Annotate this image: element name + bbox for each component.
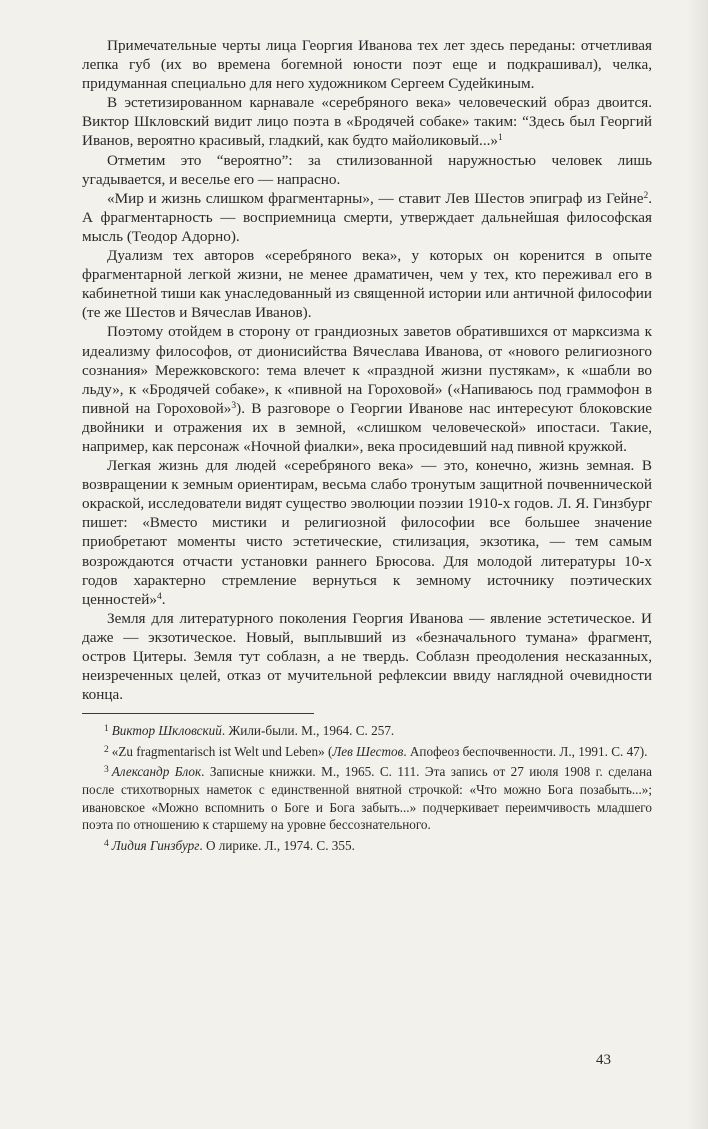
paragraph-8: Земля для литературного поколения Георгия Иванова — явление эстетическое. И даже — экзотическое. Новый, выплывший из «безначального тумана» фрагмент, остров Цитеры. Земля тут соблазн, а не твердь. Соблазн преодоления несказанных, неизреченных целей, отказ от мучительной рефлексии ввиду наглядной очевидности конца.	[82, 609, 652, 704]
paragraph-2: В эстетизированном карнавале «серебряного века» человеческий образ двоится. Виктор Шкловский видит лицо поэта в «Бродячей собаке» таким: “Здесь был Георгий Иванов, вероятно красивый, гладкий, как будто майоликовый...»$^1$	[82, 94, 652, 150]
paragraph-5: Дуализм тех авторов «серебряного века», у которых он коренится в опыте фрагментарной легкой жизни, не менее драматичен, чем у тех, кто переживал его в кабинетной тиши как унаследованный из священной истории или античной философии (те же Шестов и Вячеслав Иванов).	[82, 247, 652, 322]
footnote-divider	[82, 713, 314, 714]
paragraph-6: Поэтому отойдем в сторону от грандиозных заветов обратившихся от марксизма к идеализму философов, от дионисийства Вячеслава Иванова, от «нового религиозного сознания» Мережковского: тема влечет к «праздной жизни пустякам», к «шабли во льду», к «Бродячей собаке», к «пивной на Гороховой» («Напиваюсь под граммофон в пивной на Гороховой»$^3$). В разговоре о Георгии Иванове нас интересуют блоковские двойники и отражения их в земной, «слишком человеческой» ипостаси. Такие, например, как персонаж «Ночной фиалки», века просидевший над пивной кружкой.	[82, 323, 653, 455]
paragraph-3: Отметим это “вероятно”: за стилизованной наружностью человек лишь угадывается, и веселье его — напрасно.	[82, 151, 652, 188]
footnotes	[82, 721, 652, 854]
page-number: 43	[596, 1052, 611, 1068]
main-text	[82, 36, 652, 856]
footnote-ref-1: 1	[498, 133, 503, 144]
footnote-1: $^1$ Виктор Шкловский. Жили-были. М., 1964. С. 257.	[104, 723, 395, 739]
footnote-4: $^4$ Лидия Гинзбург. О лирике. Л., 1974. С. 355.	[104, 837, 355, 853]
footnote-2: $^2$ «Zu fragmentarisch ist Welt und Leben» (Лев Шестов. Апофеоз беспочвенности. Л., 1991. С. 47).	[104, 743, 648, 759]
paragraph-7: Легкая жизнь для людей «серебряного века» — это, конечно, жизнь земная. В возвращении к земным ориентирам, весьма слабо тронутым защитной почвеннической окраской, исследователи видят существо эволюции поэзии 1910-х годов. Л. Я. Гинзбург пишет: «Вместо мистики и религиозной философии все большее значение приобретают моменты чисто эстетические, стилизация, экзотика, — тем самым возрождаются отчасти установки раннего Брюсова. Для молодой литературы 10-х годов характерно стремление вернуться к земному источнику поэтических ценностей»$^4$.	[82, 457, 652, 608]
footnote-ref-2: 2	[643, 190, 649, 201]
page-edge-shadow	[686, 0, 708, 1129]
footnote-ref-3: 3	[231, 400, 237, 411]
footnote-ref-4: 4	[156, 591, 162, 602]
paragraph-4: «Мир и жизнь слишком фрагментарны», — ставит Лев Шестов эпиграф из Гейне$^2$. А фрагментарность — восприемница смерти, утверждает дальнейшая философская мысль (Теодор Адорно).	[82, 189, 652, 245]
footnote-3: $^3$ Александр Блок. Записные книжки. М., 1965. С. 111. Эта запись от 27 июля 1908 г. сделана после стихотворных наметок с единственной внятной строчкой: «Что можно Бога позабыть...»; ивановское «Можно вспомнить о Боге и Бога забыть...» подчеркивает переимчивость младшего поэта по отношению к старшему на уровне бессознательного.	[82, 764, 652, 833]
paragraph-1: Примечательные черты лица Георгия Иванова тех лет здесь переданы: отчетливая лепка губ (их во времена богемной юности поэт еще и подкрашивал), челка, придуманная специально для него художником Сергеем Судейкиным.	[82, 37, 652, 93]
